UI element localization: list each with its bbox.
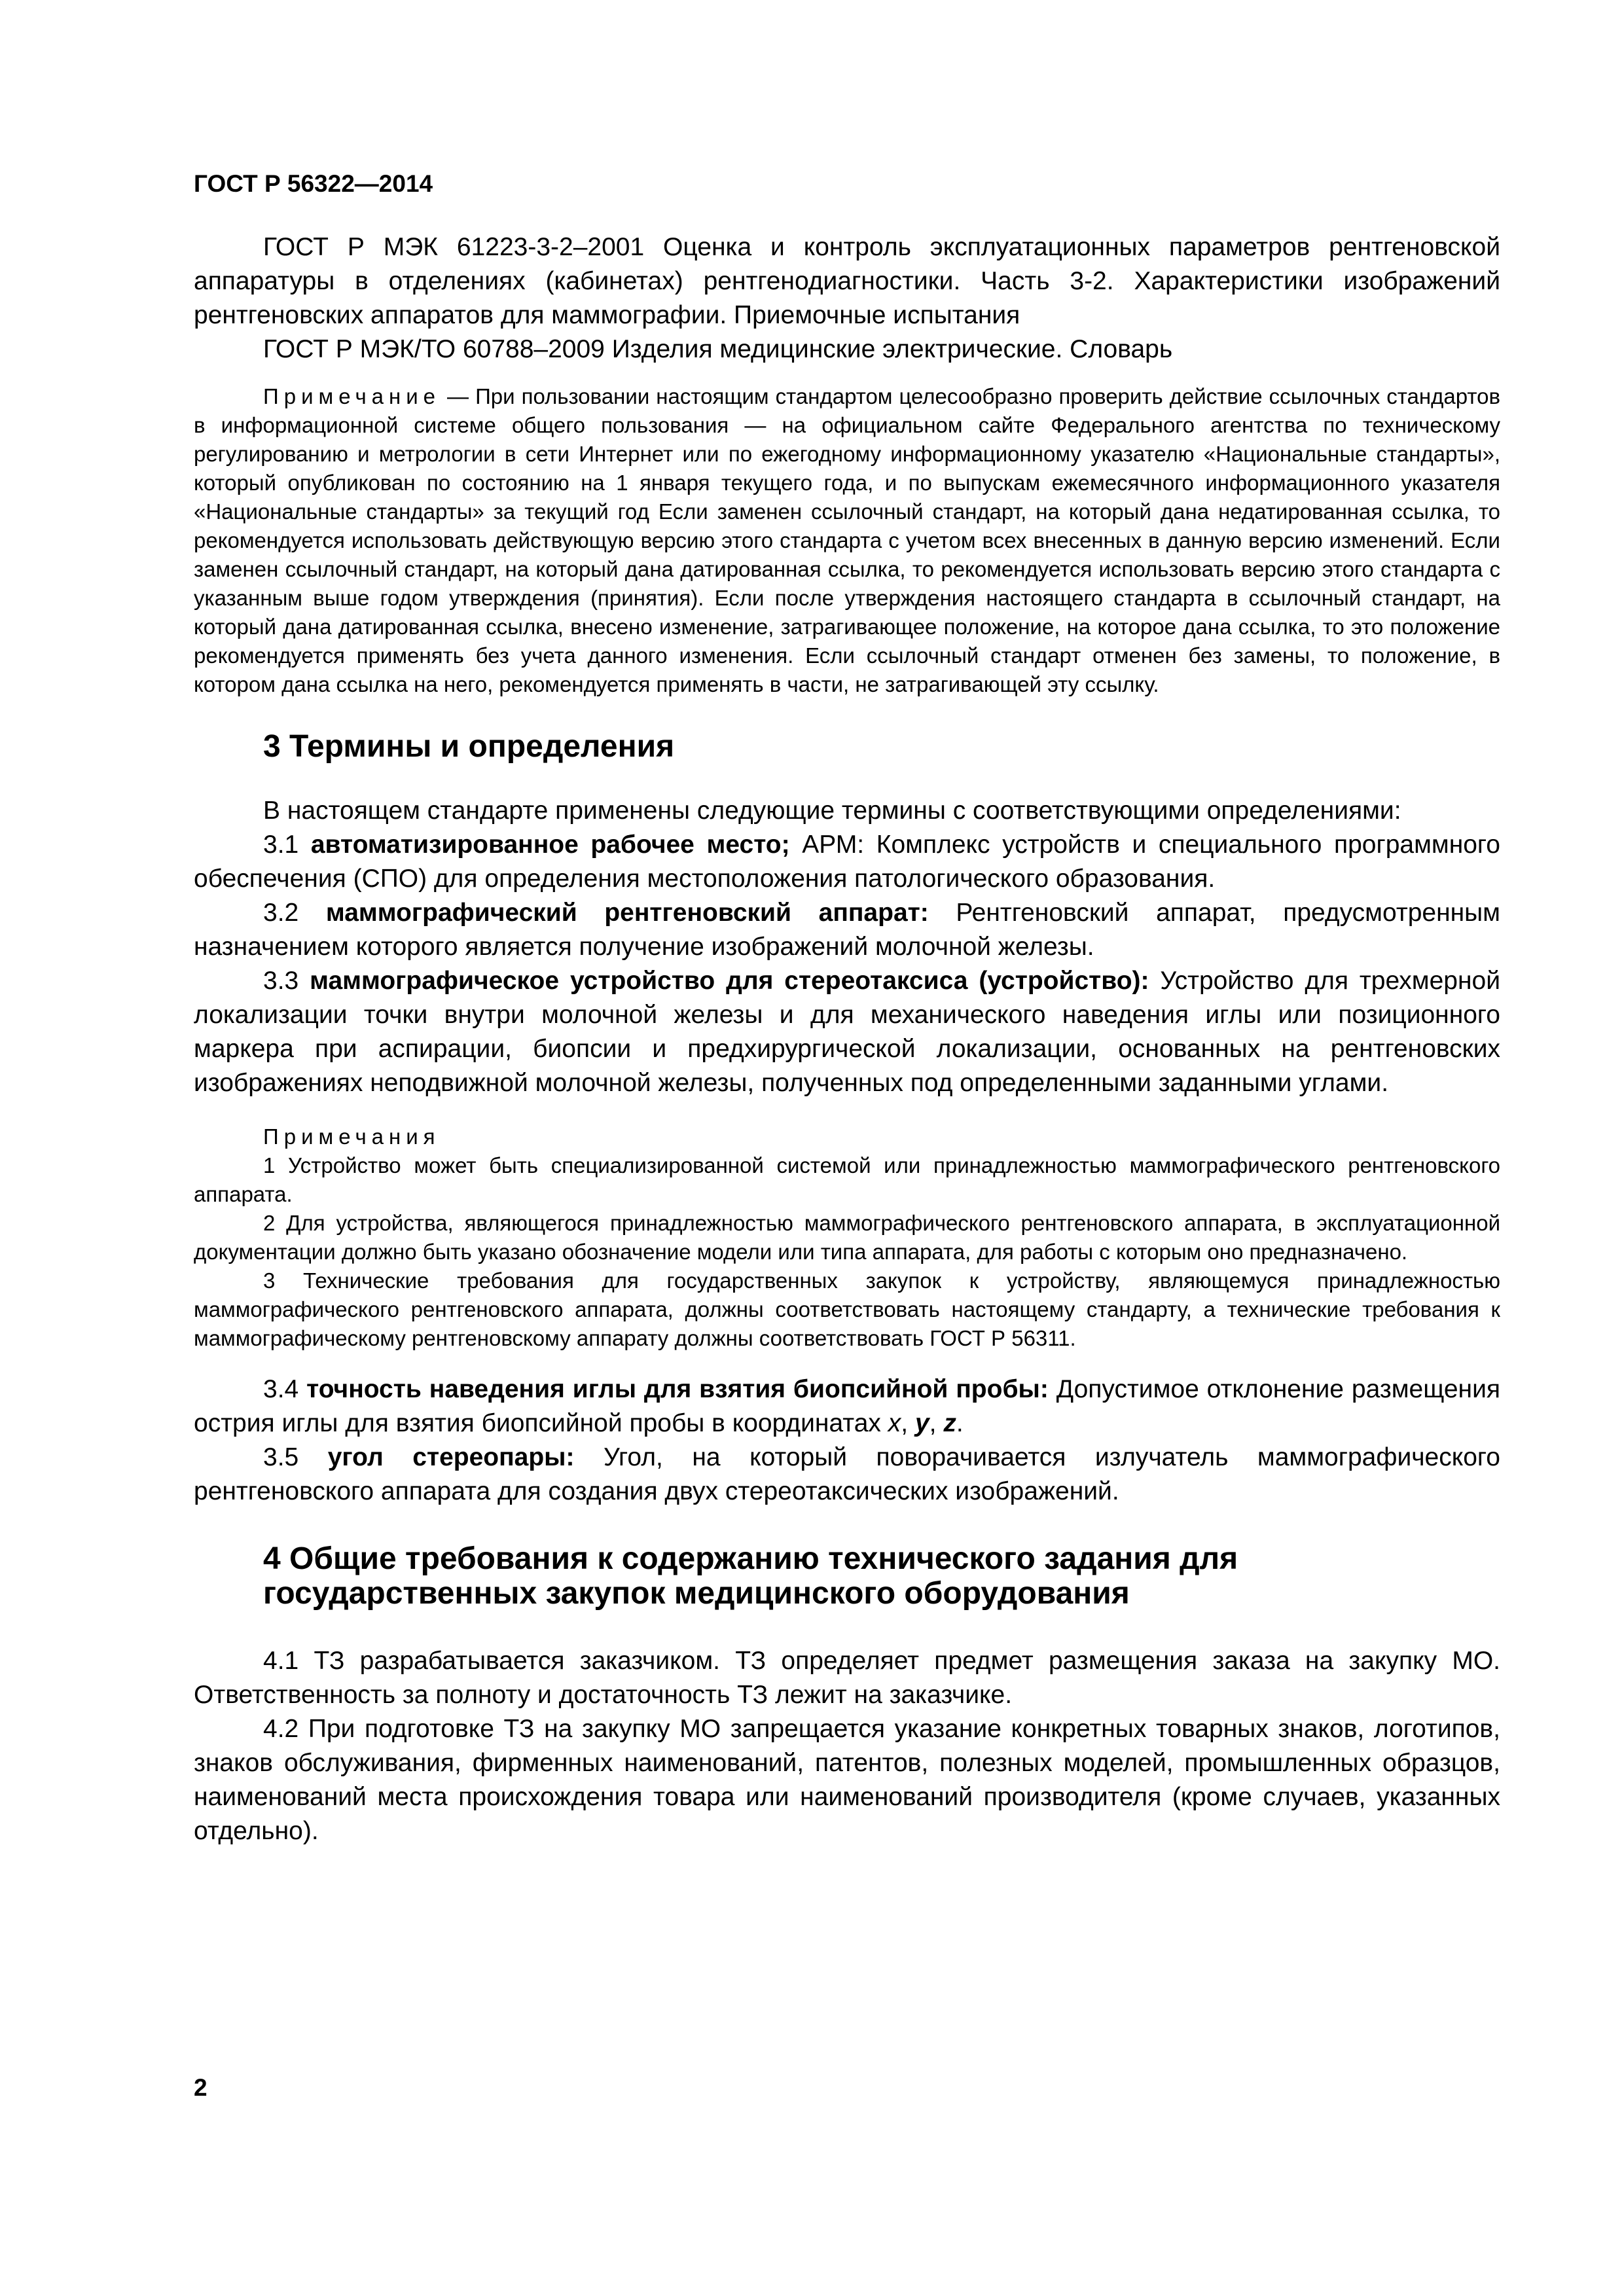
coord-y: y	[914, 1409, 929, 1437]
term-3-3-notes	[194, 1122, 1500, 1353]
clause-4-1: 4.1 ТЗ разрабатывается заказчиком. ТЗ определяет предмет размещения заказа на закупку МО. Ответственность за полноту и достаточность ТЗ лежит на заказчике.	[194, 1647, 1500, 1709]
term-number: 3.3	[263, 967, 310, 995]
term-definition: Допустимое отклонение размещения острия иглы для взятия биопсийной пробы в координатах	[194, 1375, 1500, 1437]
section-4-title-line-1: 4 Общие требования к содержанию технического задания для	[263, 1541, 1238, 1576]
term-definition: АРМ: Комплекс устройств и специального программного обеспечения (СПО) для определения местоположения патологического образования.	[194, 831, 1500, 893]
period: .	[956, 1409, 964, 1437]
section-3-intro: В настоящем стандарте применены следующие термины с соответствующими определениями:	[263, 797, 1401, 825]
term-definition: Устройство для трехмерной локализации точки внутри молочной железы и для механического наведения иглы или позиционного маркера при аспирации, биопсии и предхирургической локализации, основанных на рентгеновских изображениях неподвижной молочной железы, полученных под определенными заданными углами.	[194, 967, 1500, 1097]
notes-label: Примечания	[263, 1124, 441, 1149]
term-number: 3.1	[263, 831, 311, 859]
term-name: угол стереопары:	[327, 1443, 575, 1471]
note-body: — При пользовании настоящим стандартом целесообразно проверить действие ссылочных стандартов в информационной системе общего пользования — на официальном сайте Федерального агентства по техническому регулированию и метрологии в сети Интернет или по ежегодному информационному указателю «Национальные стандарты», который опубликован по состоянию на 1 января текущего года, и по выпускам ежемесячного информационного указателя «Национальные стандарты» за текущий год Если заменен ссылочный стандарт, на который дана недатированная ссылка, то рекомендуется использовать действующую версию этого стандарта с учетом всех внесенных в данную версию изменений. Если заменен ссылочный стандарт, на который дана датированная ссылка, то рекомендуется использовать версию этого стандарта с указанным выше годом утверждения (принятия). Если после утверждения настоящего стандарта в ссылочный стандарт, на который дана датированная ссылка, внесено изменение, затрагивающее положение, на которое дана ссылка, то это положение рекомендуется применять без учета данного изменения. Если ссылочный стандарт отменен без замены, то положение, в котором дана ссылка на него, рекомендуется применять в части, не затрагивающей эту ссылку.	[194, 384, 1500, 696]
term-name: маммографический рентгеновский аппарат:	[325, 899, 929, 927]
section-4-title-line-2: государственных закупок медицинского оборудования	[263, 1576, 1130, 1611]
term-name: маммографическое устройство для стереотаксиса (устройство):	[310, 967, 1149, 995]
document-code-header: ГОСТ Р 56322—2014	[194, 170, 433, 197]
term-3-3	[194, 964, 1500, 1100]
term-name: точность наведения иглы для взятия биопсийной пробы:	[306, 1375, 1049, 1403]
references-note	[194, 382, 1500, 699]
reference-iec-60788: ГОСТ Р МЭК/ТО 60788–2009 Изделия медицинские электрические. Словарь	[263, 335, 1173, 363]
term-definition: Угол, на который поворачивается излучатель маммографического рентгеновского аппарата для создания двух стереотаксических изображений.	[194, 1443, 1500, 1505]
term-number: 3.5	[263, 1443, 328, 1471]
coord-z: z	[943, 1409, 956, 1437]
note-label: Примечание	[263, 384, 441, 408]
section-4-title	[194, 1541, 1500, 1611]
term-name: автоматизированное рабочее место;	[310, 831, 790, 859]
note-3: 3 Технические требования для государственных закупок к устройству, являющемуся принадлежностью маммографического рентгеновского аппарата, должны соответствовать настоящему стандарту, а технические требования к маммографическому рентгеновскому аппарату должны соответствовать ГОСТ Р 56311.	[194, 1268, 1500, 1350]
clause-4-2: 4.2 При подготовке ТЗ на закупку МО запрещается указание конкретных товарных знаков, логотипов, знаков обслуживания, фирменных наименований, патентов, полезных моделей, промышленных образцов, наименований места происхождения товара или наименований производителя (кроме случаев, указанных отдельно).	[194, 1715, 1500, 1845]
page-number: 2	[194, 2074, 208, 2101]
term-3-4	[194, 1372, 1500, 1441]
separator: ,	[901, 1409, 915, 1437]
reference-iec-61223: ГОСТ Р МЭК 61223-3-2–2001 Оценка и контроль эксплуатационных параметров рентгеновской аппаратуры в отделениях (кабинетах) рентгенодиагностики. Часть 3-2. Характеристики изображений рентгеновских аппаратов для маммографии. Приемочные испытания	[194, 233, 1500, 329]
coord-x: x	[888, 1409, 901, 1437]
term-number: 3.2	[263, 899, 326, 927]
term-3-2	[194, 896, 1500, 964]
section-3-title: 3 Термины и определения	[263, 729, 675, 764]
note-1: 1 Устройство может быть специализированной системой или принадлежностью маммографического рентгеновского аппарата.	[194, 1153, 1500, 1206]
term-definition: Рентгеновский аппарат, предусмотренным назначением которого является получение изображений молочной железы.	[194, 899, 1500, 961]
term-3-5	[194, 1441, 1500, 1509]
term-number: 3.4	[263, 1375, 307, 1403]
separator: ,	[929, 1409, 944, 1437]
note-2: 2 Для устройства, являющегося принадлежностью маммографического рентгеновского аппарата, в эксплуатационной документации должно быть указано обозначение модели или типа аппарата, для работы с которым оно предназначено.	[194, 1211, 1500, 1264]
term-3-1	[194, 828, 1500, 896]
